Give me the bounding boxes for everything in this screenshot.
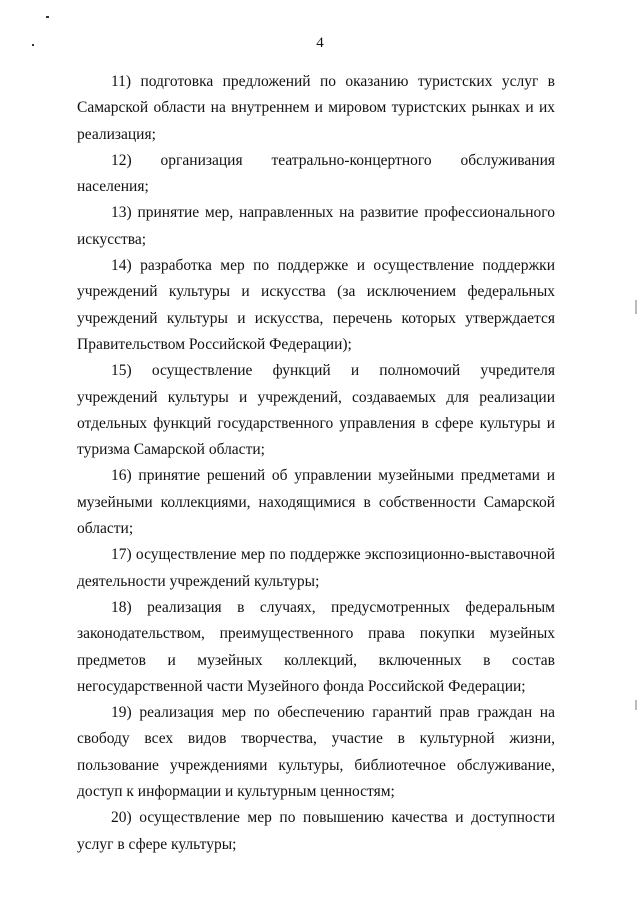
list-item-20: 20) осуществление мер по повышению качества и доступности услуг в сфере культуры; <box>77 809 555 853</box>
list-item-17: 17) осуществление мер по поддержке экспозиционно-выставочной деятельности учреждений культуры; <box>77 546 555 590</box>
list-item-11: 11) подготовка предложений по оказанию туристских услуг в Самарской области на внутреннем и мировом туристских рынках и их реализация; <box>77 73 555 143</box>
list-item-13: 13) принятие мер, направленных на развитие профессионального искусства; <box>77 204 555 248</box>
document-body <box>77 69 555 858</box>
page-number: 4 <box>316 35 324 51</box>
scan-speck <box>46 16 49 18</box>
list-item-14: 14) разработка мер по поддержке и осуществление поддержки учреждений культуры и искусства (за исключением федеральных учреждений культуры и искусства, перечень которых утверждается Правительством Российской Федерации); <box>77 257 555 353</box>
list-item-18: 18) реализация в случаях, предусмотренных федеральным законодательством, преимущественного права покупки музейных предметов и музейных коллекций, включенных в состав негосударственной части Музейного фонда Российской Федерации; <box>77 598 555 695</box>
list-item-12: 12) организация театрально-концертного обслуживания населения; <box>77 151 555 196</box>
scan-edge-mark <box>635 300 637 314</box>
list-item-19: 19) реализация мер по обеспечению гарантий прав граждан на свободу всех видов творчества, участие в культурной жизни, пользование учреждениями культуры, библиотечное обслуживание, доступ к информации и культурным ценностям; <box>77 704 555 801</box>
list-item-15: 15) осуществление функций и полномочий учредителя учреждений культуры и учреждений, создаваемых для реализации отдельных функций государственного управления в сфере культуры и туризма Самарской области; <box>77 362 555 459</box>
scan-edge-mark <box>635 700 637 710</box>
list-item-16: 16) принятие решений об управлении музейными предметами и музейными коллекциями, находящимися в собственности Самарской области; <box>77 467 555 538</box>
